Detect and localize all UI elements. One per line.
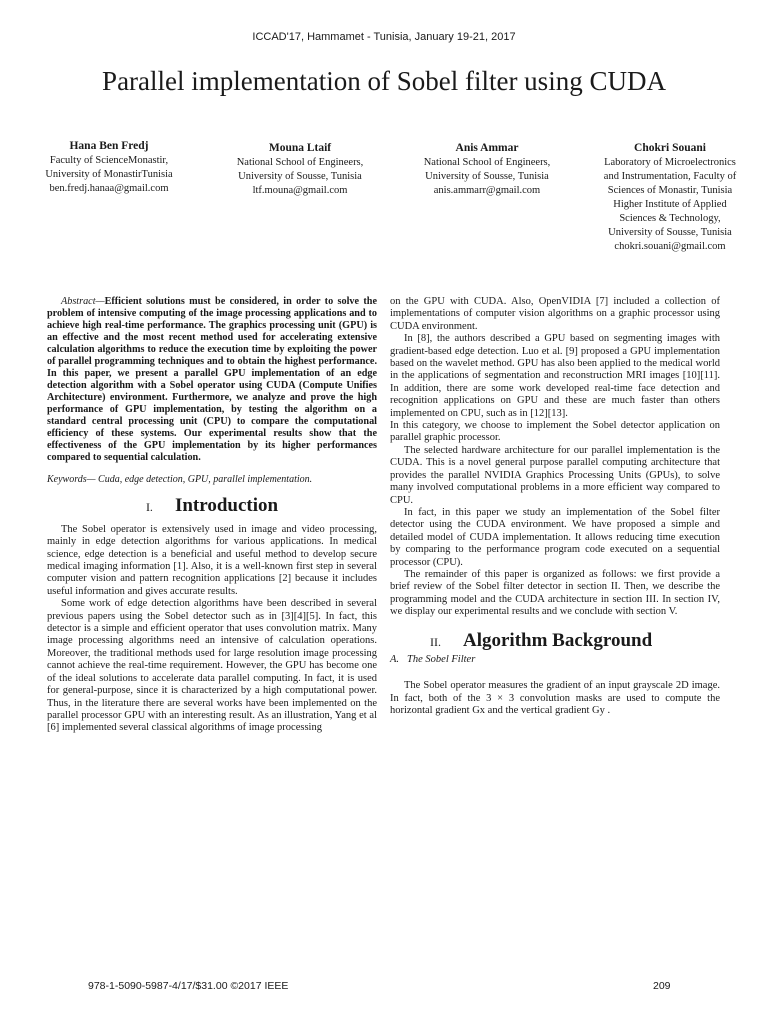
author-email: anis.ammarr@gmail.com xyxy=(433,185,541,196)
author-affiliation: National School of Engineers, xyxy=(236,157,364,168)
section-number: II. xyxy=(430,634,441,649)
author-affiliation: University of MonastirTunisia xyxy=(45,169,173,180)
author-affiliation: and Instrumentation, Faculty of xyxy=(603,171,737,182)
author-name: Mouna Ltaif xyxy=(268,142,332,154)
author-affiliation: Higher Institute of Applied xyxy=(613,199,727,210)
paragraph: The Sobel operator is extensively used in image and video processing, mainly in edge detection algorithms for various applications. In medical science, edge detection is a beneficial and useful method to develop secure medical imaging information [1]. Also, it is a well-known first step in several computer vision and pattern recognition applications [2] because it includes useful information and gives accurate results. xyxy=(47,523,377,597)
page-number: 209 xyxy=(653,980,671,992)
author-email: ltf.mouna@gmail.com xyxy=(252,185,348,196)
paragraph: Some work of edge detection algorithms have been described in several previous papers using the Sobel detector such as in [3][4][5]. In fact, this detector is a simple and efficient operator that uses convolution matrix. Many image processing algorithms need an intensive of calculation operations. Moreover, the traditional methods used for large resolution image processing cannot achieve the real-time requirement. However, the GPU has become one of the ideal solutions to accelerate data parallel computing. In fact, it is used for general-purpose, since it is characterized by a high computational power. Thus, in the literature there are several works have been implemented on the parallel processor GPU with an interesting result. As an illustration, Yang et al [6] implemented several classical algorithms of image processing xyxy=(47,598,377,734)
subsection-title: The Sobel Filter xyxy=(407,653,476,665)
author-affiliation: University of Sousse, Tunisia xyxy=(425,171,549,182)
subsection-label: A. xyxy=(390,653,400,665)
keywords: Keywords— Cuda, edge detection, GPU, parallel implementation. xyxy=(47,474,313,485)
section-title: Introduction xyxy=(174,495,279,517)
paragraph: on the GPU with CUDA. Also, OpenVIDIA [7] included a collection of implementations of computer vision algorithms on a graphic processor using CUDA environment. xyxy=(390,296,720,332)
author-affiliation: University of Sousse, Tunisia xyxy=(238,171,362,182)
section-heading xyxy=(390,629,720,651)
abstract-lead: Abstract— xyxy=(61,296,105,307)
author-block xyxy=(578,139,762,254)
paragraph: The Sobel operator measures the gradient of an input grayscale 2D image. In fact, both of the 3 × 3 convolution masks are used to compute the horizontal gradient Gx and the vertical gradient Gy . xyxy=(390,680,720,717)
footer-copyright: 978-1-5090-5987-4/17/$31.00 ©2017 IEEE xyxy=(88,980,289,992)
author-affiliation: University of Sousse, Tunisia xyxy=(608,227,732,238)
author-name: Hana Ben Fredj xyxy=(69,140,149,152)
author-affiliation: Sciences of Monastir, Tunisia xyxy=(607,185,733,196)
paragraph: In fact, in this paper we study an implementation of the Sobel filter detector using the CUDA environment. We have proposed a simple and detailed model of CUDA implementation. It allows reducing time execution by comparing to the performance program code executed on a sequential processor (CPU). xyxy=(390,506,720,568)
author-name: Anis Ammar xyxy=(455,142,519,154)
paragraph: The remainder of this paper is organized as follows: we first provide a brief review of the Sobel filter detector in section II. Then, we describe the programming model and the CUDA architecture in section III. In section IV, we display our experimental results and we conclude with section V. xyxy=(390,568,720,618)
paragraph: The selected hardware architecture for our parallel implementation is the CUDA. This is a novel general purpose parallel computing architecture that provides the parallel NVIDIA Graphics Processing Units (GPUs), to solve many involved computational problems in a more efficient way compared to CPU. xyxy=(390,444,720,506)
section-heading xyxy=(47,495,377,517)
author-email: ben.fredj.hanaa@gmail.com xyxy=(49,183,169,194)
conference-header: ICCAD'17, Hammamet - Tunisia, January 19-21, 2017 xyxy=(252,31,516,43)
subsection-heading xyxy=(390,654,720,666)
author-block xyxy=(205,139,395,198)
paper-title: Parallel implementation of Sobel filter using CUDA xyxy=(102,66,666,96)
author-affiliation: Faculty of ScienceMonastir, xyxy=(49,155,169,166)
section-title: Algorithm Background xyxy=(463,629,653,651)
author-block xyxy=(392,139,582,198)
author-affiliation: Laboratory of Microelectronics xyxy=(604,157,736,168)
abstract xyxy=(47,296,377,464)
author-name: Chokri Souani xyxy=(634,142,706,154)
author-block xyxy=(14,139,204,196)
author-email: chokri.souani@gmail.com xyxy=(614,241,726,252)
left-column xyxy=(47,296,377,735)
right-column xyxy=(390,296,720,718)
section-number: I. xyxy=(145,500,153,515)
abstract-text: Efficient solutions must be considered, in order to solve the problem of intensive computing of the image processing applications and to achieve high real-time performance. The graphics processing unit (GPU) is an effective and the most recent method used for accelerating extensive calculation algorithms to reduce the execution time by exploiting the power of parallel programming techniques and to obtain the highest performance. In this paper, we present a parallel GPU implementation of an edge detection algorithm with a Sobel operator using CUDA (Compute Unifies Architecture) environment. Furthermore, we analyze and prove the high performance of GPU implementation, by testing the algorithm on a standard central processing unit (CPU) to compare the computational efficiency of these systems. Our experimental results show that the effectiveness of the GPU implementation by its higher performances compared to sequential calculation. xyxy=(47,296,377,463)
paragraph: In [8], the authors described a GPU based on segmenting images with gradient-based edge detection. Luo et al. [9] proposed a GPU implementation based on the wavelet method. GPU has also been applied to the medical world in the applications of segmentation and reconstruction MRI images [10][11]. In addition, there are some work developed real-time face detection and recognition applications on GPU and these are much faster than others implemented on CPU, such as in [12][13]. xyxy=(390,333,720,419)
paragraph: In this category, we choose to implement the Sobel detector application on parallel graphic processor. xyxy=(390,420,720,444)
author-affiliation: National School of Engineers, xyxy=(423,157,551,168)
author-affiliation: Sciences & Technology, xyxy=(619,213,721,224)
